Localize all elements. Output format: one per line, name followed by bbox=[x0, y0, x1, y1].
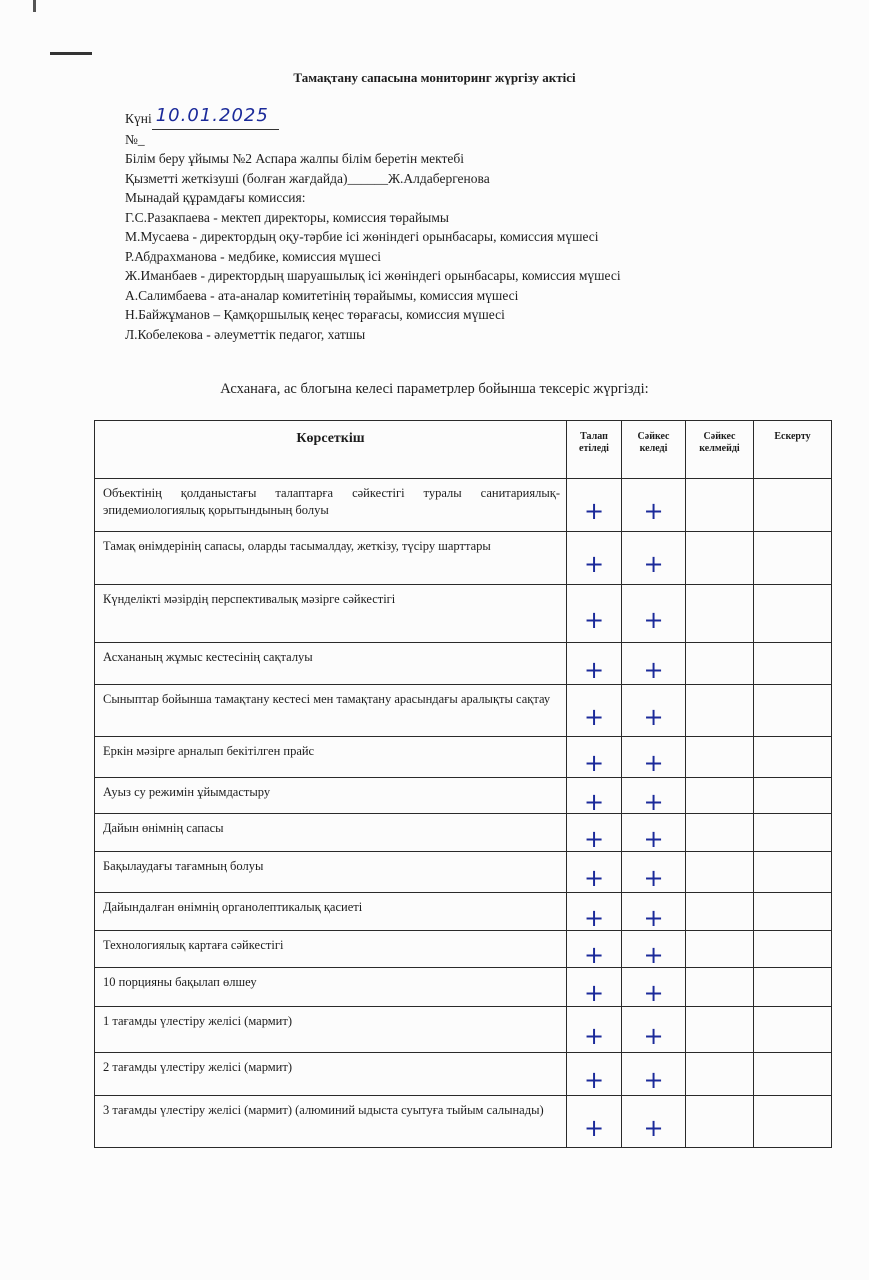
table-row bbox=[95, 532, 832, 585]
compliant-cell bbox=[622, 814, 686, 852]
table-row bbox=[95, 479, 832, 532]
noncompliant-cell bbox=[686, 1096, 754, 1148]
noncompliant-cell bbox=[686, 852, 754, 893]
required-cell bbox=[567, 968, 622, 1007]
required-mark: + bbox=[583, 824, 605, 853]
note-cell bbox=[754, 643, 832, 685]
table-row bbox=[95, 852, 832, 893]
required-mark: + bbox=[583, 941, 605, 969]
compliant-cell bbox=[622, 968, 686, 1007]
date-label: Күні bbox=[125, 111, 152, 126]
indicator-cell: Объектінің қолданыстағы талаптарға сәйкестігі туралы санитариялық-эпидемиологиялық қорытындының болуы bbox=[95, 479, 567, 532]
date-field bbox=[152, 105, 279, 130]
table-row bbox=[95, 643, 832, 685]
compliant-mark: + bbox=[643, 1113, 664, 1142]
compliant-cell bbox=[622, 1053, 686, 1096]
indicator-cell: Дайын өнімнің сапасы bbox=[95, 814, 567, 852]
noncompliant-cell bbox=[686, 643, 754, 685]
required-cell bbox=[567, 814, 622, 852]
note-cell bbox=[754, 1053, 832, 1096]
commission-member: А.Салимбаева - ата-аналар комитетінің төрайымы, комиссия мүшесі bbox=[125, 287, 519, 303]
number-line: №_ bbox=[125, 131, 145, 147]
compliant-cell bbox=[622, 778, 686, 814]
commission-member: Г.С.Разакпаева - мектеп директоры, комиссия төрайымы bbox=[125, 209, 449, 225]
required-cell bbox=[567, 737, 622, 778]
compliant-cell bbox=[622, 532, 686, 585]
date-handwritten: 10.01.2025 bbox=[155, 105, 269, 126]
required-mark: + bbox=[583, 550, 605, 578]
indicator-cell: Ауыз су режимін ұйымдастыру bbox=[95, 778, 567, 814]
commission-member: Л.Кобелекова - әлеуметтік педагог, хатшы bbox=[125, 326, 366, 342]
indicator-cell: Тамақ өнімдерінің сапасы, оларды тасымалдау, жеткізу, түсіру шарттары bbox=[95, 532, 567, 585]
noncompliant-cell bbox=[686, 685, 754, 737]
table-row bbox=[95, 585, 832, 643]
compliant-cell bbox=[622, 737, 686, 778]
compliant-mark: + bbox=[643, 605, 664, 634]
indicator-cell: Асхананың жұмыс кестесінің сақталуы bbox=[95, 643, 567, 685]
note-cell bbox=[754, 685, 832, 737]
table-row bbox=[95, 931, 832, 968]
date-line bbox=[125, 105, 825, 130]
note-cell bbox=[754, 532, 832, 585]
required-mark: + bbox=[583, 605, 605, 634]
header-note: Ескерту bbox=[754, 421, 832, 479]
header-compliant: Сәйкес келеді bbox=[622, 421, 686, 479]
compliant-mark: + bbox=[643, 864, 664, 892]
noncompliant-cell bbox=[686, 1007, 754, 1053]
note-cell bbox=[754, 968, 832, 1007]
required-mark: + bbox=[583, 903, 605, 932]
note-cell bbox=[754, 852, 832, 893]
commission-member: Н.Байжұманов – Қамқоршылық кеңес төрағасы, комиссия мүшесі bbox=[125, 307, 505, 322]
indicator-cell: Күнделікті мәзірдің перспективалық мәзірге сәйкестігі bbox=[95, 585, 567, 643]
noncompliant-cell bbox=[686, 737, 754, 778]
document-title: Тамақтану сапасына мониторинг жүргізу актісі bbox=[293, 70, 576, 85]
required-mark: + bbox=[583, 979, 605, 1007]
required-cell bbox=[567, 1096, 622, 1148]
compliant-cell bbox=[622, 643, 686, 685]
inspection-intro: Асханаға, ас блогына келесі параметрлер бойынша тексеріс жүргізді: bbox=[220, 381, 649, 397]
header-block bbox=[125, 105, 825, 344]
note-cell bbox=[754, 737, 832, 778]
compliant-cell bbox=[622, 931, 686, 968]
noncompliant-cell bbox=[686, 778, 754, 814]
supplier-line: Қызметті жеткізуші (болған жағдайда)______Ж.Алдабергенова bbox=[125, 170, 490, 186]
indicator-cell: Дайындалған өнімнің органолептикалық қасиеті bbox=[95, 893, 567, 931]
compliant-mark: + bbox=[643, 550, 664, 578]
commission-member: Ж.Иманбаев - директордың шаруашылық ісі жөніндегі орынбасары, комиссия мүшесі bbox=[125, 268, 621, 283]
noncompliant-cell bbox=[686, 585, 754, 643]
compliant-cell bbox=[622, 585, 686, 643]
required-mark: + bbox=[583, 655, 605, 684]
note-cell bbox=[754, 1007, 832, 1053]
required-cell bbox=[567, 479, 622, 532]
compliant-mark: + bbox=[643, 655, 664, 684]
required-cell bbox=[567, 643, 622, 685]
table-row bbox=[95, 1053, 832, 1096]
noncompliant-cell bbox=[686, 532, 754, 585]
note-cell bbox=[754, 479, 832, 532]
compliant-cell bbox=[622, 479, 686, 532]
organization-line: Білім беру ұйымы №2 Аспара жалпы білім беретін мектебі bbox=[125, 151, 465, 166]
required-cell bbox=[567, 532, 622, 585]
table-row bbox=[95, 968, 832, 1007]
compliant-mark: + bbox=[643, 941, 664, 969]
required-cell bbox=[567, 893, 622, 931]
required-mark: + bbox=[583, 864, 605, 892]
table-row bbox=[95, 778, 832, 814]
required-cell bbox=[567, 931, 622, 968]
noncompliant-cell bbox=[686, 479, 754, 532]
compliant-mark: + bbox=[643, 979, 664, 1007]
required-mark: + bbox=[583, 497, 605, 525]
table-row bbox=[95, 893, 832, 931]
table-header-row bbox=[95, 421, 832, 479]
indicator-cell: Бақылаудағы тағамның болуы bbox=[95, 852, 567, 893]
compliant-cell bbox=[622, 893, 686, 931]
indicator-cell: Технологиялық картаға сәйкестігі bbox=[95, 931, 567, 968]
noncompliant-cell bbox=[686, 1053, 754, 1096]
scan-corner-mark bbox=[33, 0, 36, 12]
required-mark: + bbox=[583, 1066, 605, 1094]
indicator-cell: Сыныптар бойынша тамақтану кестесі мен тамақтану арасындағы аралықты сақтау bbox=[95, 685, 567, 737]
inspection-table bbox=[94, 420, 832, 1148]
header-required: Талап етіледі bbox=[567, 421, 622, 479]
required-cell bbox=[567, 778, 622, 814]
commission-member: Р.Абдрахманова - медбике, комиссия мүшесі bbox=[125, 248, 381, 264]
required-mark: + bbox=[583, 1113, 605, 1142]
compliant-cell bbox=[622, 1096, 686, 1148]
compliant-mark: + bbox=[643, 497, 664, 525]
noncompliant-cell bbox=[686, 814, 754, 852]
noncompliant-cell bbox=[686, 893, 754, 931]
compliant-cell bbox=[622, 1007, 686, 1053]
required-mark: + bbox=[583, 749, 605, 777]
compliant-mark: + bbox=[643, 749, 664, 777]
note-cell bbox=[754, 893, 832, 931]
required-mark: + bbox=[583, 1021, 605, 1050]
table-row bbox=[95, 685, 832, 737]
noncompliant-cell bbox=[686, 931, 754, 968]
noncompliant-cell bbox=[686, 968, 754, 1007]
indicator-cell: Еркін мәзірге арналып бекітілген прайс bbox=[95, 737, 567, 778]
required-cell bbox=[567, 1007, 622, 1053]
table-row bbox=[95, 1096, 832, 1148]
compliant-mark: + bbox=[643, 824, 664, 853]
commission-member: М.Мусаева - директордың оқу-тәрбие ісі жөніндегі орынбасары, комиссия мүшесі bbox=[125, 229, 599, 244]
note-cell bbox=[754, 814, 832, 852]
compliant-mark: + bbox=[643, 903, 664, 932]
table-row bbox=[95, 1007, 832, 1053]
indicator-cell: 3 тағамды үлестіру желісі (мармит) (алюминий ыдыста суытуға тыйым салынады) bbox=[95, 1096, 567, 1148]
header-indicator: Көрсеткіш bbox=[95, 421, 567, 479]
header-noncompliant: Сәйкес келмейді bbox=[686, 421, 754, 479]
commission-intro: Мынадай құрамдағы комиссия: bbox=[125, 190, 306, 205]
required-cell bbox=[567, 1053, 622, 1096]
note-cell bbox=[754, 931, 832, 968]
required-mark: + bbox=[583, 702, 605, 731]
note-cell bbox=[754, 1096, 832, 1148]
indicator-cell: 1 тағамды үлестіру желісі (мармит) bbox=[95, 1007, 567, 1053]
compliant-cell bbox=[622, 685, 686, 737]
indicator-cell: 2 тағамды үлестіру желісі (мармит) bbox=[95, 1053, 567, 1096]
compliant-mark: + bbox=[643, 787, 664, 816]
required-cell bbox=[567, 852, 622, 893]
compliant-mark: + bbox=[643, 1066, 664, 1094]
table-row bbox=[95, 737, 832, 778]
indicator-cell: 10 порцияны бақылап өлшеу bbox=[95, 968, 567, 1007]
table-row bbox=[95, 814, 832, 852]
compliant-mark: + bbox=[643, 702, 664, 731]
compliant-cell bbox=[622, 852, 686, 893]
required-mark: + bbox=[583, 787, 605, 816]
required-cell bbox=[567, 685, 622, 737]
required-cell bbox=[567, 585, 622, 643]
compliant-mark: + bbox=[643, 1021, 664, 1050]
page-dash-mark bbox=[50, 52, 92, 55]
note-cell bbox=[754, 778, 832, 814]
note-cell bbox=[754, 585, 832, 643]
